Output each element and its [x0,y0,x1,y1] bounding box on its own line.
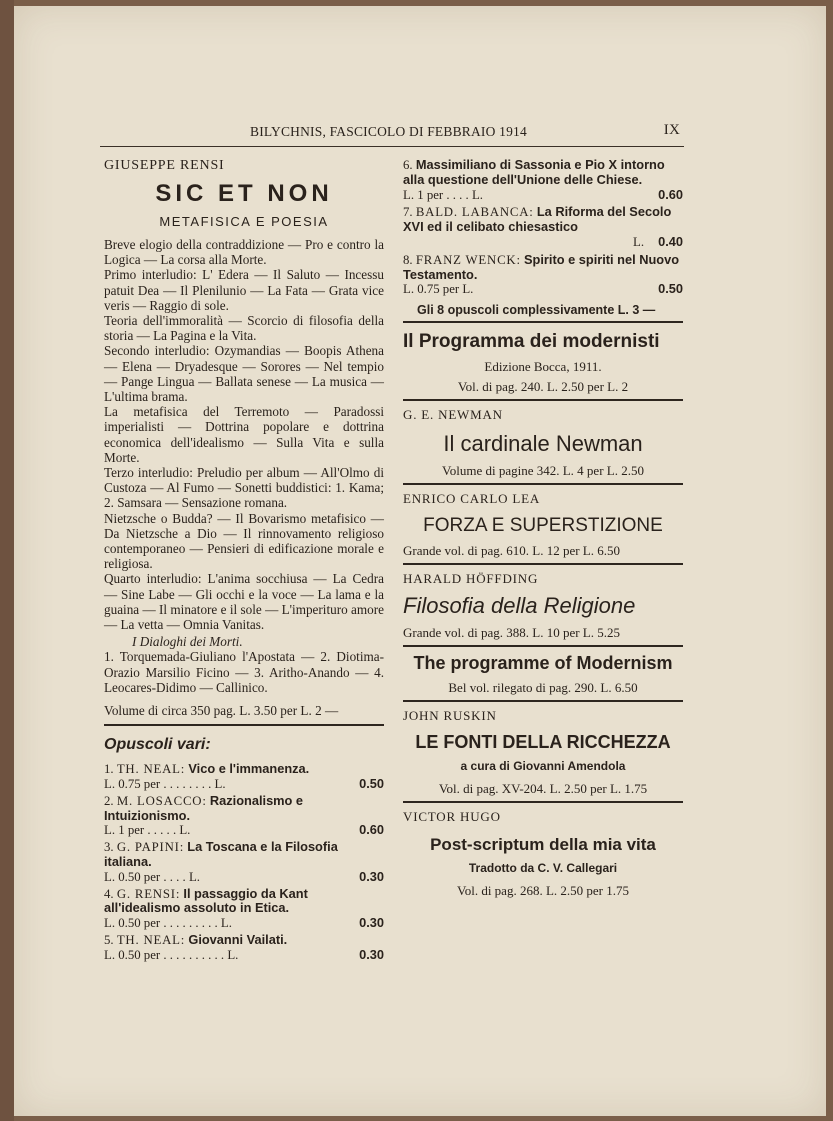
item-title: Razionalismo e Intuizionismo. [104,792,304,823]
item-detail: L. 0.75 per . . . . . . . . L. [104,777,226,792]
book-listing [403,809,683,899]
listing-title: Post-scriptum della mia vita [430,835,656,855]
item-detail: L. [633,234,645,249]
listing-title: Filosofia della Religione [403,593,636,619]
section-rule [403,700,683,702]
dialoghi-heading: I Dialoghi dei Morti. [132,634,243,650]
listing-author: HARALD HÖFFDING [403,571,539,587]
listing-line: Volume di pagine 342. L. 4 per L. 2.50 [442,463,644,479]
book-subtitle: METAFISICA E POESIA [159,214,329,229]
item-number: 3. [104,840,114,855]
item-author: TH. NEAL: [116,762,186,777]
listing-line: Vol. di pag. 240. L. 2.50 per L. 2 [457,379,629,395]
book-listing [403,708,683,797]
item-author: G. PAPINI: [116,840,185,855]
item-number: 7. [403,205,413,220]
item-number: 2. [104,793,114,808]
item-price: 0.60 [658,186,683,202]
contents-para: Secondo interludio: Ozymandias — Boopis Athena — Elena — Dryadesque — Sorores — Nel tempio — Pange Lingua — Ballata senese — La musica — L'ultima brama. [104,343,384,405]
page-binding-edge [0,0,14,1121]
section-rule [104,724,384,726]
section-rule [403,801,683,803]
opuscolo-item [403,205,683,249]
opuscolo-item [104,840,384,884]
book-listing [403,331,683,395]
listing-author: ENRICO CARLO LEA [403,491,541,507]
opuscolo-item [104,933,384,963]
contents-para: Breve elogio della contraddizione — Pro e contro la Logica — La corsa alla Morte. [104,237,384,268]
listing-title: Il Programma dei modernisti [403,331,660,353]
item-title: Il passaggio da Kant all'idealismo assoluto in Etica. [104,885,308,916]
listing-line: Vol. di pag. 268. L. 2.50 per 1.75 [457,883,629,899]
book-listing [403,653,683,696]
section-rule [403,483,683,485]
listing-title: LE FONTI DELLA RICCHEZZA [415,732,671,753]
listing-title: The programme of Modernism [413,653,673,674]
running-header [250,124,680,140]
listing-line: Bel vol. rilegato di pag. 290. L. 6.50 [448,680,638,696]
opuscolo-item [403,253,683,297]
item-author: FRANZ WENCK: [415,252,521,267]
opuscolo-item [104,887,384,931]
book-listing [403,571,683,641]
contents-para: Teoria dell'immoralità — Scorcio di filosofia della storia — La Pagina e la Vita. [104,313,384,344]
section-rule [403,399,683,401]
item-number: 1. [104,762,114,777]
section-rule [403,563,683,565]
listing-author: G. E. NEWMAN [403,407,503,423]
listing-line: Vol. di pag. XV-204. L. 2.50 per L. 1.75 [438,781,648,797]
opuscolo-item [403,158,683,202]
contents-para: Terzo interludio: Preludio per album — All'Olmo di Custoza — Al Fumo — Sonetti buddistici: 1. Kama; 2. Samsara — Sensazione romana. [104,465,384,511]
opuscolo-item [104,794,384,838]
item-detail: L. 0.75 per L. [403,282,474,297]
opuscolo-item [104,762,384,792]
listing-author: VICTOR HUGO [403,809,501,825]
journal-title: BILYCHNIS, FASCICOLO DI FEBBRAIO 1914 [250,124,527,139]
item-price: 0.60 [359,822,384,838]
item-author: BALD. LABANCA: [415,205,534,220]
section-rule [403,321,683,323]
listing-line: Edizione Bocca, 1911. [484,359,602,375]
header-rule [100,146,684,147]
left-column [104,158,384,965]
item-price: 0.30 [359,868,384,884]
item-title: Giovanni Vailati. [188,932,288,948]
page-number: IX [663,122,680,138]
item-title: Vico e l'immanenza. [188,761,310,777]
item-price: 0.40 [658,233,683,249]
item-price: 0.50 [658,281,683,297]
listing-author: JOHN RUSKIN [403,708,497,724]
right-column [403,158,683,903]
opuscoli-title: Opuscoli vari: [104,736,211,754]
item-title: Massimiliano di Sassonia e Pio X intorno alla questione dell'Unione delle Chiese. [403,157,665,187]
contents-para: Nietzsche o Budda? — Il Bovarismo metafisico — Da Nietzsche a Dio — Il rinnovamento religioso contemporaneo — Pensieri di edificazione morale e religiosa. [104,510,384,572]
contents-para: La metafisica del Terremoto — Paradossi imperialisti — Dottrina popolare e dottrina economica dell'idealismo — Sulla Vita e sulla Morte. [104,404,384,465]
item-detail: L. 1 per . . . . . L. [104,823,191,838]
item-detail: L. 1 per . . . . L. [403,187,483,202]
item-author: G. RENSI: [116,886,181,901]
item-author: M. LOSACCO: [116,793,207,808]
author: GIUSEPPE RENSI [104,158,225,173]
item-price: 0.30 [359,915,384,931]
item-detail: L. 0.50 per . . . . . . . . . L. [104,916,232,931]
item-detail: L. 0.50 per . . . . L. [104,869,200,884]
item-title: La Toscana e la Filosofia italiana. [104,839,338,870]
listing-line: Tradotto da C. V. Callegari [468,861,618,876]
item-number: 4. [104,886,114,901]
section-rule [403,645,683,647]
listing-line: Grande vol. di pag. 388. L. 10 per L. 5.25 [403,625,620,641]
item-author: TH. NEAL: [116,933,186,948]
item-number: 5. [104,933,114,948]
listing-line: Grande vol. di pag. 610. L. 12 per L. 6.50 [403,543,620,559]
volume-line: Volume di circa 350 pag. L. 3.50 per L. 2 — [104,703,339,719]
item-number: 8. [403,252,413,267]
book-listing [403,407,683,479]
opuscoli-total: Gli 8 opuscoli complessivamente L. 3 — [417,303,656,318]
listing-title: FORZA E SUPERSTIZIONE [423,515,663,537]
book-listing [403,491,683,559]
item-detail: L. 0.50 per . . . . . . . . . . L. [104,947,239,962]
contents-para: Primo interludio: L' Edera — Il Saluto — Incessu patuit Dea — Il Plenilunio — La Fata — Grata vice veris — Raggio di sole. [104,267,384,313]
listing-line: a cura di Giovanni Amendola [460,759,626,774]
contents-para: 1. Torquemada-Giuliano l'Apostata — 2. Diotima-Orazio Marsilio Ficino — 3. Aritho-Anando — 4. Leocares-Didimo — Callinico. [104,649,384,695]
item-title: La Riforma del Secolo XVI ed il celibato chiesastico [403,204,672,235]
item-title: Spirito e spiriti nel Nuovo Testamento. [403,251,680,282]
item-price: 0.30 [359,946,384,962]
item-number: 6. [403,158,413,172]
book-title: SIC ET NON [155,180,333,207]
contents-para: Quarto interludio: L'anima socchiusa — La Cedra — Sine Labe — Gli occhi e la voce — La lama e la guaina — Il minatore e il sole — L'imperituro amore — La vetta — Omnia Vanitas. [104,571,384,633]
item-price: 0.50 [359,776,384,792]
listing-title: Il cardinale Newman [443,431,643,457]
